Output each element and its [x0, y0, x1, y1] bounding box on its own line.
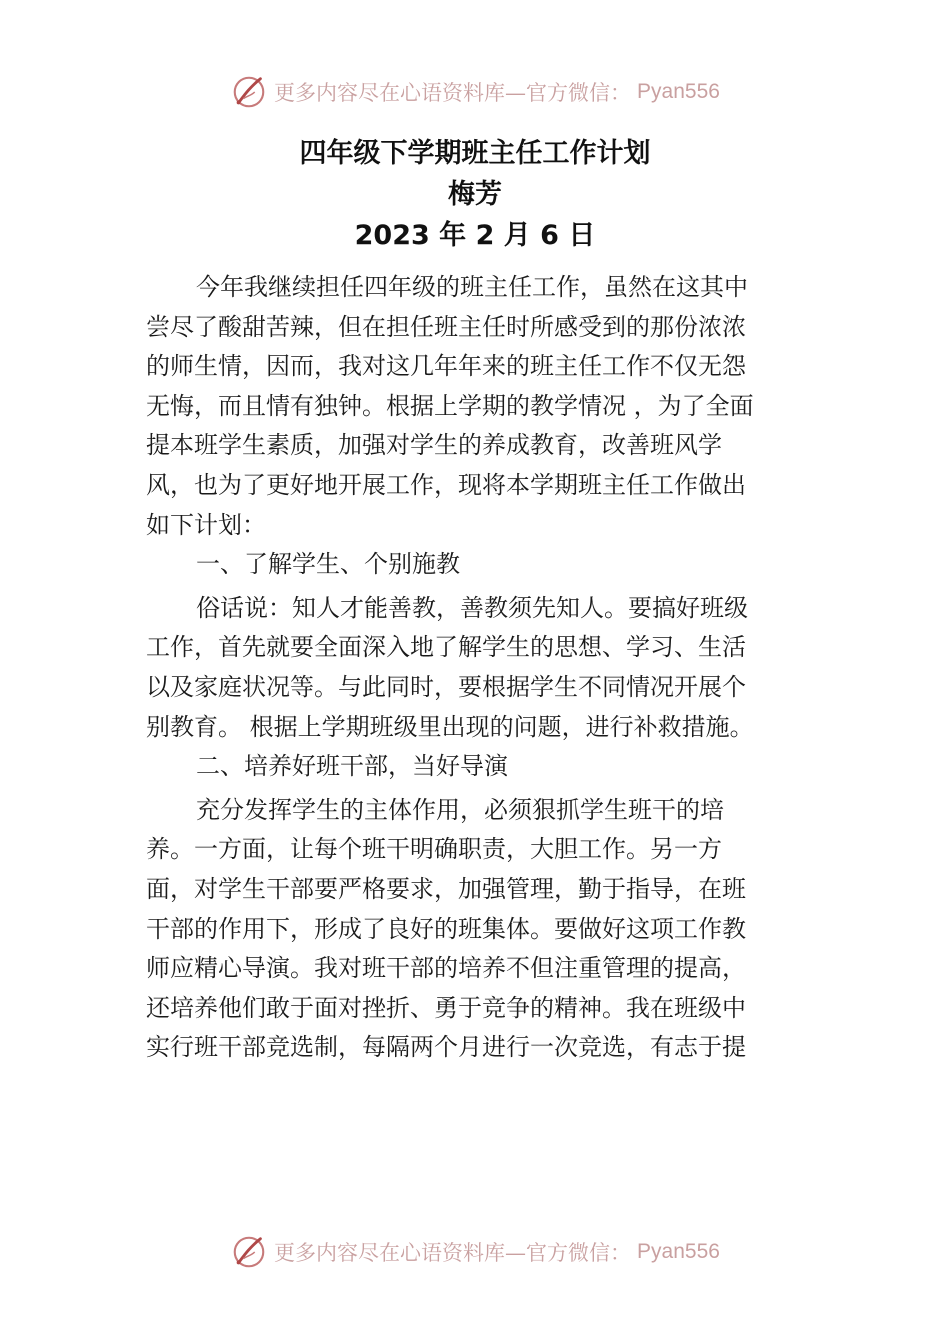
- body-line: 充分发挥学生的主体作用，必须狠抓学生班干的培: [196, 795, 724, 824]
- watermark-text: 更多内容尽在心语资料库—官方微信：: [274, 81, 632, 105]
- watermark-header: [0, 72, 950, 112]
- body-line: 干部的作用下，形成了良好的班集体。要做好这项工作教: [146, 914, 746, 943]
- section-heading: 一、了解学生、个别施教: [196, 550, 460, 579]
- body-line: 提本班学生素质，加强对学生的养成教育，改善班风学: [146, 431, 722, 460]
- document-title: 四年级下学期班主任工作计划: [299, 138, 651, 169]
- body-line: 实行班干部竞选制，每隔两个月进行一次竞选，有志于提: [146, 1033, 746, 1062]
- document-body: [146, 268, 806, 1068]
- body-line: 的师生情，因而，我对这几年年来的班主任工作不仅无怨: [146, 352, 746, 381]
- section-heading: 二、培养好班干部，当好导演: [196, 752, 508, 781]
- brand-logo-icon: [230, 73, 268, 111]
- body-line: 今年我继续担任四年级的班主任工作，虽然在这其中: [196, 273, 748, 301]
- body-line: 俗话说：知人才能善教，善教须先知人。要搞好班级: [196, 593, 748, 622]
- body-line: 养。一方面，让每个班干明确职责，大胆工作。另一方: [146, 835, 722, 864]
- brand-logo-icon: [230, 1233, 268, 1271]
- body-line: 还培养他们敢于面对挫折、勇于竞争的精神。我在班级中: [146, 993, 746, 1022]
- body-line: 无悔，而且情有独钟。根据上学期的教学情况 ，为了全面: [146, 391, 754, 420]
- body-line: 以及家庭状况等。与此同时，要根据学生不同情况开展个: [146, 672, 746, 701]
- body-line: 别教育。 根据上学期班级里出现的问题，进行补救措施。: [146, 712, 754, 741]
- body-line: 尝尽了酸甜苦辣，但在担任班主任时所感受到的那份浓浓: [146, 312, 746, 341]
- body-line: 如下计划：: [146, 510, 266, 539]
- watermark-footer: [0, 1232, 950, 1272]
- author-name: 梅芳: [448, 179, 502, 210]
- body-line: 风，也为了更好地开展工作，现将本学期班主任工作做出: [146, 470, 746, 499]
- watermark-text: 更多内容尽在心语资料库—官方微信：: [274, 1241, 632, 1265]
- watermark-wechat-id: Pyan556: [637, 80, 720, 103]
- body-line: 工作，首先就要全面深入地了解学生的思想、学习、生活: [146, 633, 746, 662]
- body-line: 面，对学生干部要严格要求，加强管理，勤于指导，在班: [146, 874, 746, 903]
- document-date: 2023 年 2 月 6 日: [354, 220, 596, 251]
- title-block: [0, 133, 950, 256]
- body-line: 师应精心导演。我对班干部的培养不但注重管理的提高，: [146, 954, 746, 983]
- watermark-wechat-id: Pyan556: [637, 1240, 720, 1263]
